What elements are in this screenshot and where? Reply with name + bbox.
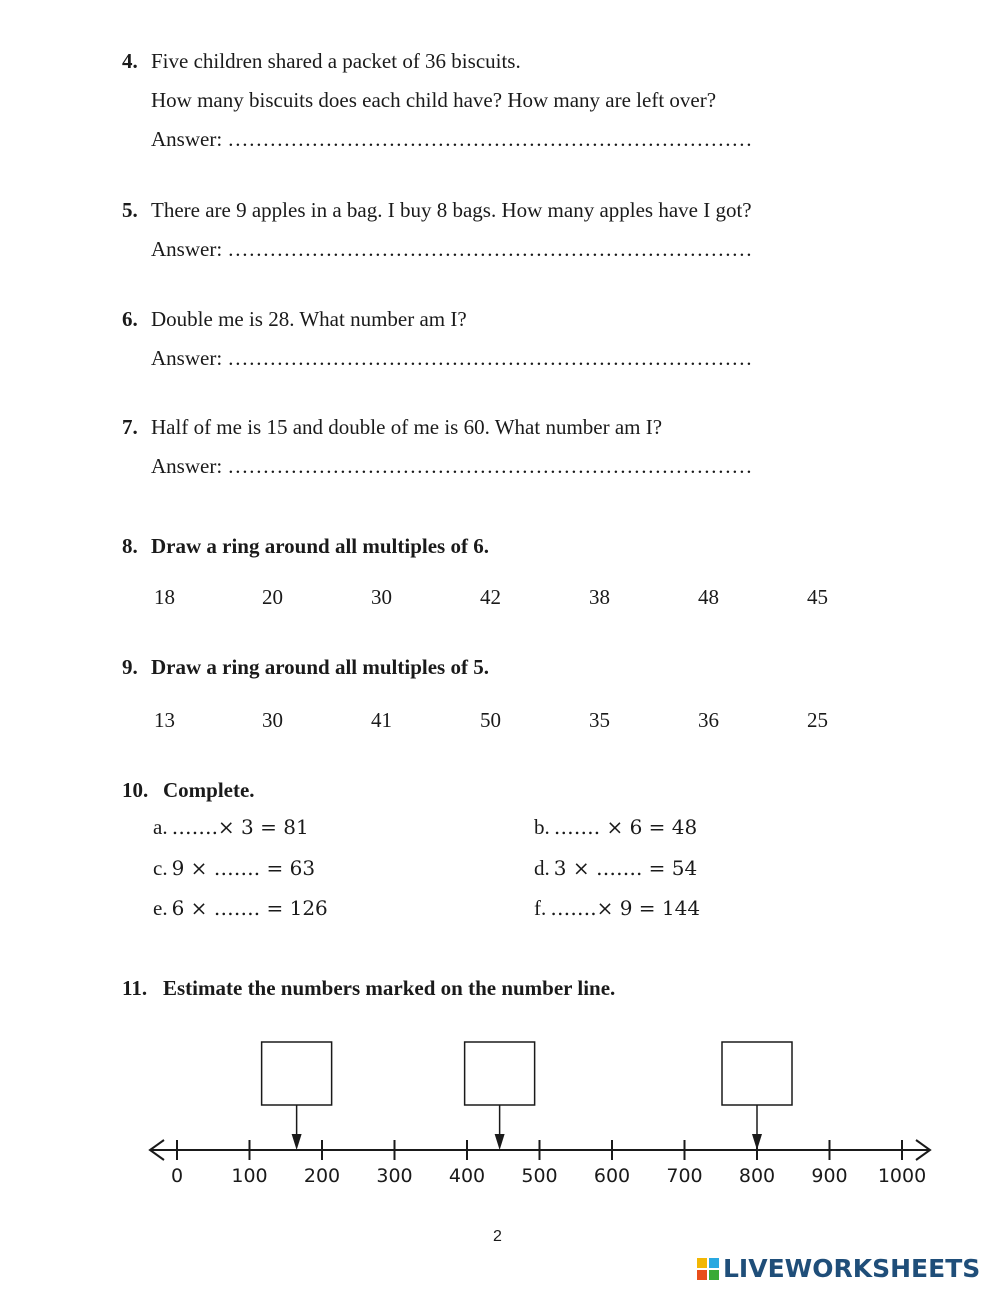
number-line-tick-label: 600 bbox=[593, 1165, 631, 1187]
q9-value[interactable]: 35 bbox=[589, 708, 610, 732]
number-line-tick-label: 700 bbox=[666, 1165, 703, 1187]
liveworksheets-logo-icon bbox=[697, 1258, 719, 1280]
answer-box[interactable] bbox=[465, 1042, 535, 1105]
q8-value[interactable]: 18 bbox=[154, 585, 175, 609]
q8-value[interactable]: 38 bbox=[589, 585, 610, 609]
q8-title: Draw a ring around all multiples of 6. bbox=[151, 534, 489, 558]
q4-line1 bbox=[122, 49, 521, 73]
q9-value[interactable]: 30 bbox=[262, 708, 283, 732]
q10-item-label: e. bbox=[153, 896, 168, 920]
q8-value[interactable]: 45 bbox=[807, 585, 828, 609]
q10-item-expr: ……. × 6 = 48 bbox=[553, 815, 698, 839]
page-number: 2 bbox=[493, 1228, 502, 1245]
q10-item-d[interactable] bbox=[534, 856, 697, 881]
q10-item-expr: …….× 3 = 81 bbox=[171, 815, 309, 839]
down-arrow-icon bbox=[752, 1134, 762, 1150]
q4-line2: How many biscuits does each child have? How many are left over? bbox=[151, 88, 717, 112]
q8-value[interactable]: 30 bbox=[371, 585, 392, 609]
q10-item-f[interactable] bbox=[534, 896, 700, 921]
q7-text: Half of me is 15 and double of me is 60. What number am I? bbox=[151, 415, 663, 439]
q10-item-c[interactable] bbox=[153, 856, 315, 881]
q4-answer-line[interactable]: Answer: ………………………………………………………………… bbox=[151, 127, 753, 151]
q11-title: Estimate the numbers marked on the number line. bbox=[163, 976, 616, 1000]
answer-box[interactable] bbox=[262, 1042, 332, 1105]
q4-number: 4. bbox=[122, 49, 138, 73]
q10-item-e[interactable] bbox=[153, 896, 328, 921]
q9-value[interactable]: 13 bbox=[154, 708, 175, 732]
q7-answer-line[interactable]: Answer: ………………………………………………………………… bbox=[151, 454, 753, 478]
q9-heading bbox=[122, 655, 489, 679]
q10-item-label: b. bbox=[534, 815, 550, 839]
number-line-tick-label: 900 bbox=[811, 1165, 848, 1187]
q10-number: 10. bbox=[122, 778, 149, 802]
liveworksheets-logo[interactable] bbox=[697, 1254, 980, 1283]
q10-item-a[interactable] bbox=[153, 815, 309, 840]
q8-value[interactable]: 42 bbox=[480, 585, 501, 609]
q5-answer-line[interactable]: Answer: ………………………………………………………………… bbox=[151, 237, 753, 261]
q10-item-expr: …….× 9 = 144 bbox=[550, 896, 701, 920]
q11-heading bbox=[122, 976, 615, 1000]
q7-number: 7. bbox=[122, 415, 138, 439]
q10-item-expr: 9 × ……. = 63 bbox=[171, 856, 316, 880]
q7-line1 bbox=[122, 415, 662, 439]
number-line bbox=[140, 1030, 950, 1200]
q10-item-expr: 3 × ……. = 54 bbox=[553, 856, 698, 880]
q5-text: There are 9 apples in a bag. I buy 8 bags. How many apples have I got? bbox=[151, 198, 752, 222]
q9-value[interactable]: 50 bbox=[480, 708, 501, 732]
q10-item-expr: 6 × ……. = 126 bbox=[171, 896, 328, 920]
q10-item-label: c. bbox=[153, 856, 168, 880]
q9-value[interactable]: 25 bbox=[807, 708, 828, 732]
number-line-tick-label: 300 bbox=[376, 1165, 413, 1187]
number-line-tick-label: 200 bbox=[303, 1165, 341, 1187]
number-line-tick-label: 800 bbox=[738, 1165, 776, 1187]
q4-text: Five children shared a packet of 36 biscuits. bbox=[151, 49, 521, 73]
q9-number: 9. bbox=[122, 655, 138, 679]
q8-value[interactable]: 20 bbox=[262, 585, 283, 609]
q9-value[interactable]: 41 bbox=[371, 708, 392, 732]
number-line-tick-label: 1000 bbox=[877, 1165, 927, 1187]
q10-item-b[interactable] bbox=[534, 815, 697, 840]
q6-answer-line[interactable]: Answer: ………………………………………………………………… bbox=[151, 346, 753, 370]
q10-item-label: a. bbox=[153, 815, 168, 839]
q11-number: 11. bbox=[122, 976, 148, 1000]
q5-number: 5. bbox=[122, 198, 138, 222]
q10-title: Complete. bbox=[163, 778, 255, 802]
logo-text: LIVEWORKSHEETS bbox=[723, 1254, 981, 1283]
answer-box[interactable] bbox=[722, 1042, 792, 1105]
q9-value[interactable]: 36 bbox=[698, 708, 719, 732]
number-line-tick-label: 0 bbox=[170, 1165, 184, 1187]
q6-line1 bbox=[122, 307, 467, 331]
number-line-tick-label: 400 bbox=[448, 1165, 486, 1187]
down-arrow-icon bbox=[292, 1134, 302, 1150]
q8-value[interactable]: 48 bbox=[698, 585, 719, 609]
q10-heading bbox=[122, 778, 255, 802]
down-arrow-icon bbox=[495, 1134, 505, 1150]
number-line-tick-label: 500 bbox=[521, 1165, 558, 1187]
q6-text: Double me is 28. What number am I? bbox=[151, 307, 467, 331]
q10-item-label: d. bbox=[534, 856, 550, 880]
q5-line1 bbox=[122, 198, 752, 222]
q10-item-label: f. bbox=[534, 896, 547, 920]
q8-heading bbox=[122, 534, 489, 558]
number-line-tick-label: 100 bbox=[231, 1165, 268, 1187]
q9-title: Draw a ring around all multiples of 5. bbox=[151, 655, 489, 679]
q6-number: 6. bbox=[122, 307, 138, 331]
q8-number: 8. bbox=[122, 534, 138, 558]
